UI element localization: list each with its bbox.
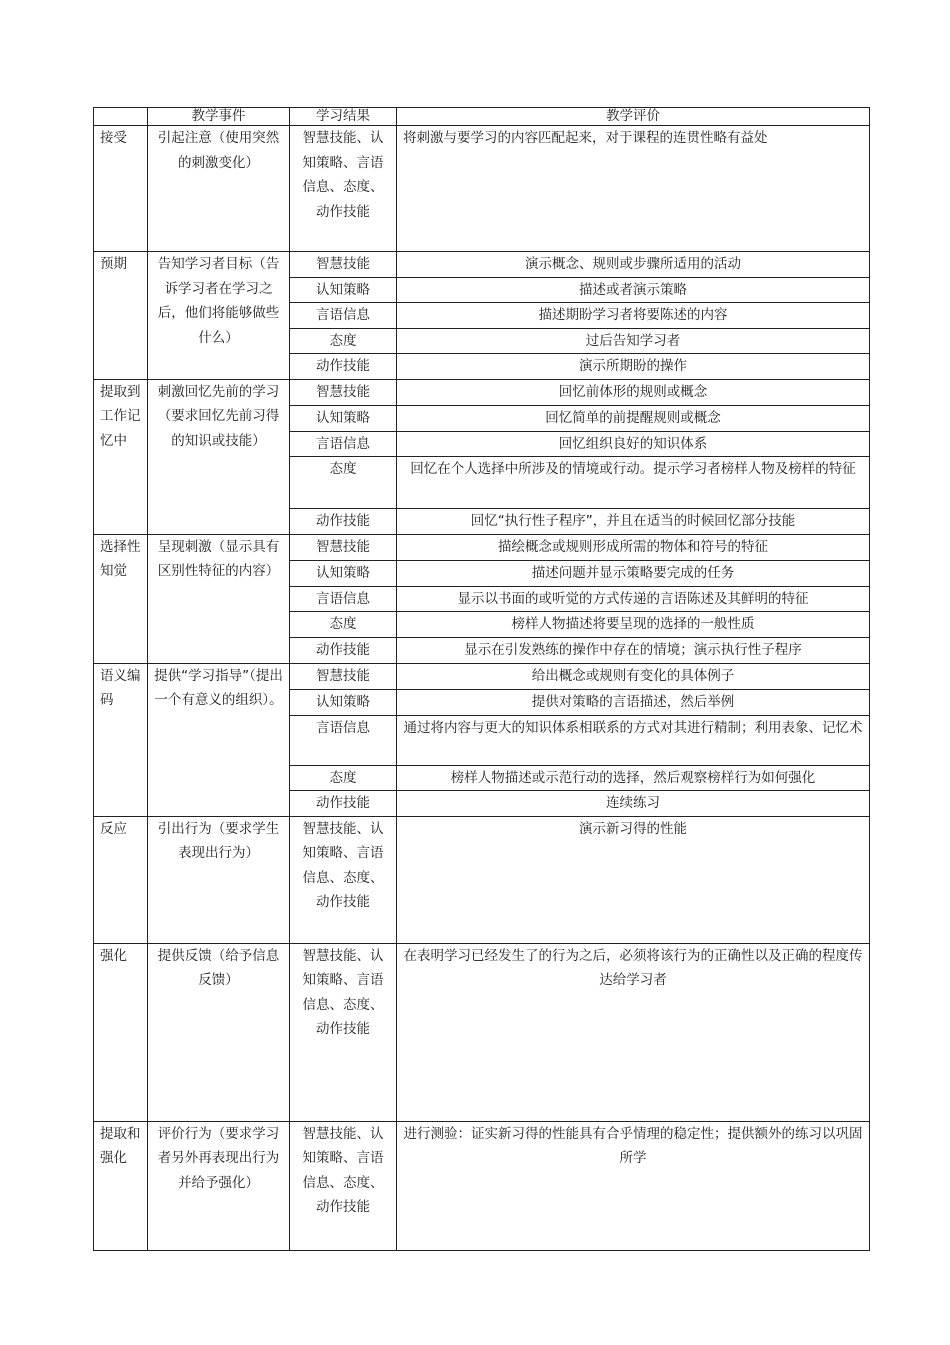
evaluation-cell: 显示在引发熟练的操作中存在的情境；演示执行性子程序	[397, 638, 870, 664]
outcome-cell: 认知策略	[290, 277, 397, 303]
table-row	[94, 663, 870, 689]
table-row	[94, 1121, 870, 1250]
outcome-cell: 智慧技能	[290, 252, 397, 278]
stage-cell: 强化	[94, 943, 148, 1121]
evaluation-cell: 回忆前体形的规则或概念	[397, 379, 870, 405]
header-stage	[94, 108, 148, 126]
outcome-cell: 言语信息	[290, 586, 397, 612]
event-cell: 提供反馈（给予信息反馈）	[148, 943, 290, 1121]
table-row	[94, 252, 870, 278]
event-cell: 呈现刺激（显示具有区别性特征的内容）	[148, 534, 290, 663]
stage-cell: 提取和强化	[94, 1121, 148, 1250]
outcome-cell: 态度	[290, 328, 397, 354]
table-row	[94, 126, 870, 252]
event-cell: 告知学习者目标（告诉学习者在学习之后，他们将能够做些什么）	[148, 252, 290, 380]
table-row	[94, 534, 870, 560]
stage-cell: 提取到工作记忆中	[94, 379, 148, 534]
evaluation-cell: 将刺激与要学习的内容匹配起来，对于课程的连贯性略有益处	[397, 126, 870, 252]
evaluation-cell: 回忆组织良好的知识体系	[397, 431, 870, 457]
evaluation-cell: 榜样人物描述将要呈现的选择的一般性质	[397, 612, 870, 638]
event-cell: 引起注意（使用突然的刺激变化）	[148, 126, 290, 252]
evaluation-cell: 描绘概念或规则形成所需的物体和符号的特征	[397, 534, 870, 560]
outcome-cell: 智慧技能、认知策略、言语信息、态度、动作技能	[290, 1121, 397, 1250]
table-row	[94, 943, 870, 1121]
evaluation-cell: 在表明学习已经发生了的行为之后，必须将该行为的正确性以及正确的程度传达给学习者	[397, 943, 870, 1121]
teaching-events-table	[93, 107, 870, 1251]
stage-cell: 语义编码	[94, 663, 148, 816]
evaluation-cell: 回忆简单的前提醒规则或概念	[397, 405, 870, 431]
evaluation-cell: 提供对策略的言语描述，然后举例	[397, 689, 870, 715]
evaluation-cell: 榜样人物描述或示范行动的选择，然后观察榜样行为如何强化	[397, 765, 870, 791]
event-cell: 评价行为（要求学习者另外再表现出行为并给予强化）	[148, 1121, 290, 1250]
outcome-cell: 智慧技能、认知策略、言语信息、态度、动作技能	[290, 943, 397, 1121]
stage-cell: 接受	[94, 126, 148, 252]
outcome-cell: 动作技能	[290, 354, 397, 380]
stage-cell: 预期	[94, 252, 148, 380]
outcome-cell: 智慧技能	[290, 534, 397, 560]
table-header-row	[94, 108, 870, 126]
evaluation-cell: 演示新习得的性能	[397, 816, 870, 943]
outcome-cell: 智慧技能、认知策略、言语信息、态度、动作技能	[290, 126, 397, 252]
evaluation-cell: 给出概念或规则有变化的具体例子	[397, 663, 870, 689]
header-learning-outcome: 学习结果	[290, 108, 397, 126]
outcome-cell: 动作技能	[290, 791, 397, 817]
event-cell: 提供“学习指导”（提出一个有意义的组织）。	[148, 663, 290, 816]
header-teaching-event: 教学事件	[148, 108, 290, 126]
evaluation-cell: 显示以书面的或听觉的方式传递的言语陈述及其鲜明的特征	[397, 586, 870, 612]
outcome-cell: 认知策略	[290, 689, 397, 715]
outcome-cell: 言语信息	[290, 715, 397, 765]
outcome-cell: 态度	[290, 457, 397, 509]
evaluation-cell: 描述问题并显示策略要完成的任务	[397, 560, 870, 586]
outcome-cell: 态度	[290, 612, 397, 638]
event-cell: 引出行为（要求学生表现出行为）	[148, 816, 290, 943]
outcome-cell: 认知策略	[290, 405, 397, 431]
evaluation-cell: 演示所期盼的操作	[397, 354, 870, 380]
evaluation-cell: 通过将内容与更大的知识体系相联系的方式对其进行精制；利用表象、记忆术	[397, 715, 870, 765]
outcome-cell: 言语信息	[290, 431, 397, 457]
outcome-cell: 动作技能	[290, 509, 397, 535]
evaluation-cell: 描述期盼学习者将要陈述的内容	[397, 303, 870, 329]
evaluation-cell: 演示概念、规则或步骤所适用的活动	[397, 252, 870, 278]
outcome-cell: 认知策略	[290, 560, 397, 586]
outcome-cell: 言语信息	[290, 303, 397, 329]
evaluation-cell: 连续练习	[397, 791, 870, 817]
outcome-cell: 智慧技能	[290, 663, 397, 689]
evaluation-cell: 进行测验：证实新习得的性能具有合乎情理的稳定性；提供额外的练习以巩固所学	[397, 1121, 870, 1250]
stage-cell: 选择性知觉	[94, 534, 148, 663]
evaluation-cell: 回忆在个人选择中所涉及的情境或行动。提示学习者榜样人物及榜样的特征	[397, 457, 870, 509]
header-teaching-evaluation: 教学评价	[397, 108, 870, 126]
evaluation-cell: 回忆“执行性子程序”，并且在适当的时候回忆部分技能	[397, 509, 870, 535]
stage-cell: 反应	[94, 816, 148, 943]
outcome-cell: 智慧技能、认知策略、言语信息、态度、动作技能	[290, 816, 397, 943]
event-cell: 刺激回忆先前的学习（要求回忆先前习得的知识或技能）	[148, 379, 290, 534]
outcome-cell: 态度	[290, 765, 397, 791]
outcome-cell: 智慧技能	[290, 379, 397, 405]
evaluation-cell: 过后告知学习者	[397, 328, 870, 354]
evaluation-cell: 描述或者演示策略	[397, 277, 870, 303]
table-row	[94, 379, 870, 405]
table-row	[94, 816, 870, 943]
outcome-cell: 动作技能	[290, 638, 397, 664]
